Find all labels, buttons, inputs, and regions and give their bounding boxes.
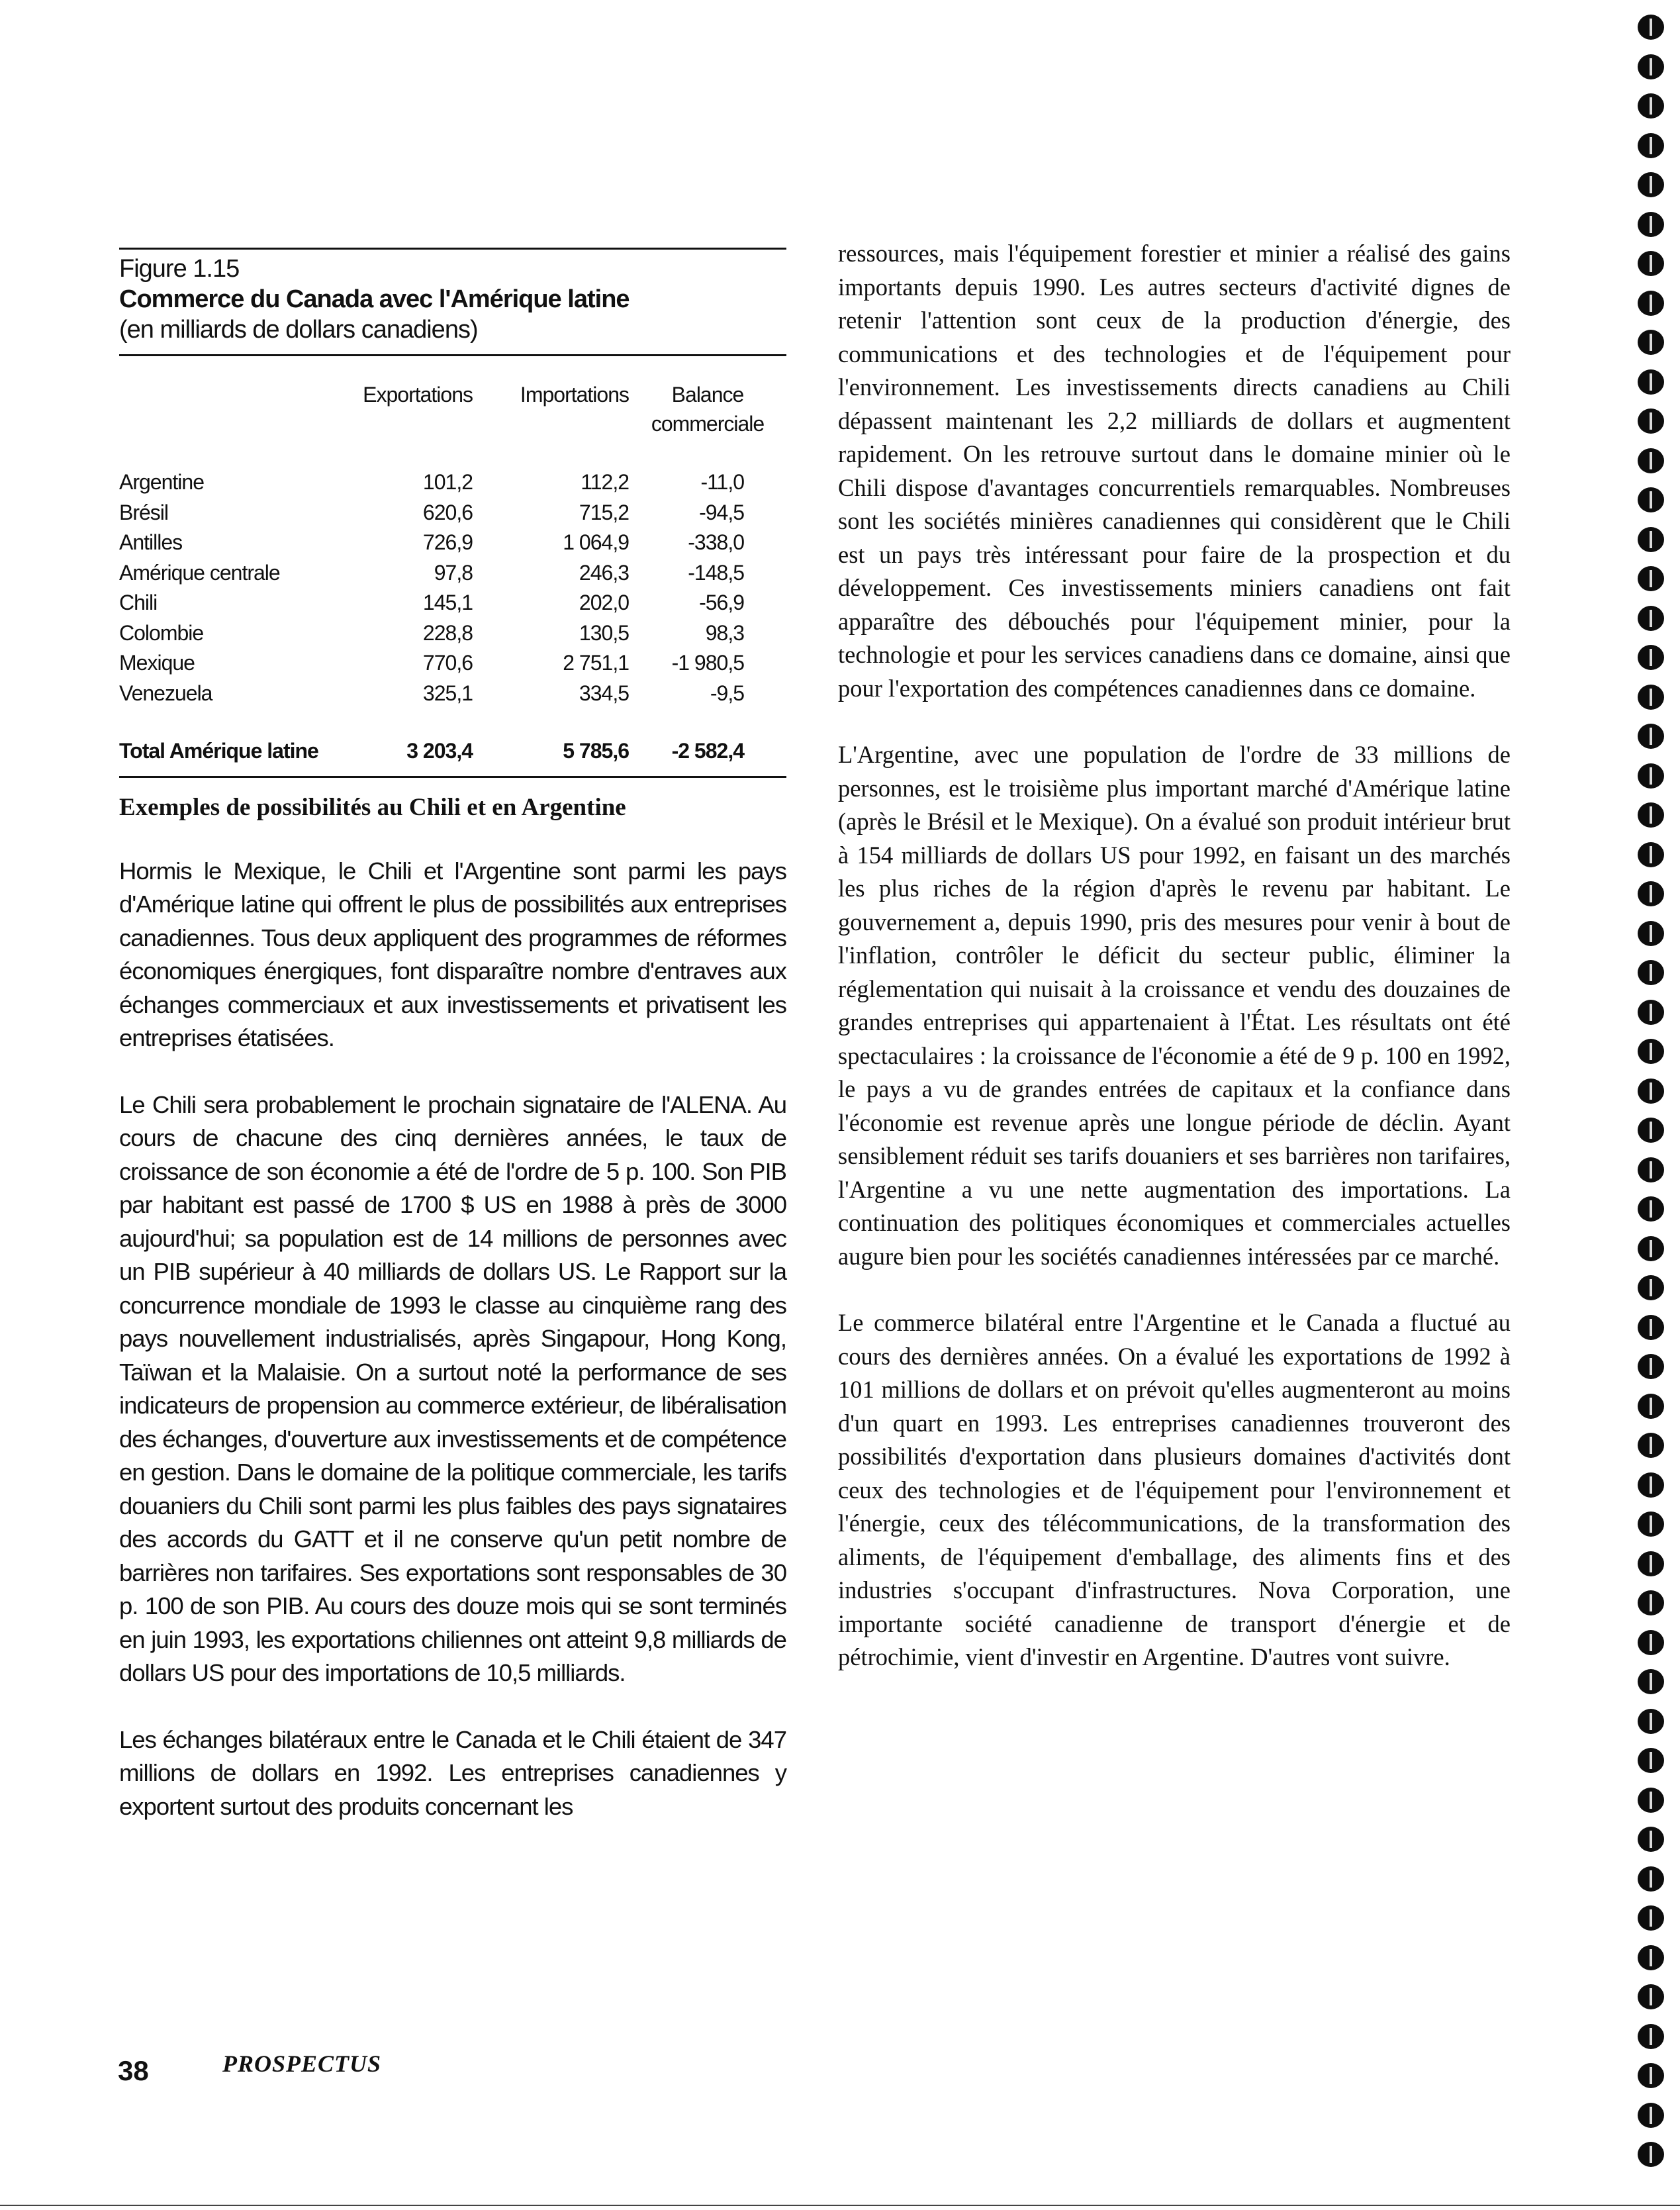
balance-cell: -9,5 bbox=[710, 681, 744, 705]
paragraph: Hormis le Mexique, le Chili et l'Argentine sont parmi les pays d'Amérique latine qui offrent le plus de possibilités aux entreprises canadiennes. Tous deux appliquent des programmes de réformes économiques énergiques, font disparaître nombre d'entraves aux échanges commerciaux et aux investissements et privatisent les entreprises étatisées. bbox=[119, 857, 786, 1051]
exports-cell: 101,2 bbox=[422, 470, 473, 494]
balance-cell: -11,0 bbox=[700, 470, 744, 494]
paragraph: Les échanges bilatéraux entre le Canada et le Chili étaient de 347 millions de dollars en 1992. Les entreprises canadiennes y exportent surtout des produits concernant les bbox=[119, 1725, 786, 1820]
col-header-balance: Balance commerciale bbox=[651, 383, 765, 436]
table-total-row bbox=[119, 708, 786, 776]
binding-hole bbox=[1638, 133, 1664, 158]
binding-hole bbox=[1638, 448, 1664, 473]
binding-hole bbox=[1638, 1945, 1664, 1970]
imports-cell: 715,2 bbox=[579, 500, 629, 524]
figure-block bbox=[119, 248, 786, 1823]
binding-hole bbox=[1638, 763, 1664, 789]
total-label: Total Amérique latine bbox=[119, 739, 318, 763]
page-number: 38 bbox=[118, 2055, 149, 2086]
binding-hole bbox=[1638, 1315, 1664, 1340]
binding-hole bbox=[1638, 606, 1664, 631]
country-cell: Mexique bbox=[119, 651, 195, 675]
exports-cell: 228,8 bbox=[422, 620, 473, 645]
figure-subtitle: (en milliards de dollars canadiens) bbox=[119, 316, 478, 344]
exports-cell: 726,9 bbox=[422, 530, 473, 554]
col-header-imports: Importations bbox=[520, 383, 629, 407]
binding-hole bbox=[1638, 724, 1664, 749]
imports-cell: 202,0 bbox=[579, 591, 629, 614]
binding-hole bbox=[1638, 93, 1664, 119]
imports-cell: 1 064,9 bbox=[563, 530, 629, 554]
table-body bbox=[119, 467, 786, 708]
total-imports: 5 785,6 bbox=[563, 739, 629, 763]
binding-hole bbox=[1638, 1512, 1664, 1537]
binding-hole bbox=[1638, 487, 1664, 512]
binding-hole bbox=[1638, 566, 1664, 591]
binding-hole bbox=[1638, 1433, 1664, 1458]
paragraph: L'Argentine, avec une population de l'ordre de 33 millions de personnes, est le troisième plus important marché d'Amérique latine (après le Brésil et le Mexique). On a évalué son produit intérieur brut à 154 milliards de dollars US pour 1992, en faisant un des marchés les plus riches de la région d'après le revenu par habitant. Le gouvernement a, depuis 1990, pris des mesures pour venir à bout de l'inflation, contrôler le déficit du secteur public, éliminer la réglementation qui nuisait à la croissance et vendu des douzaines de grandes entreprises qui appartenaient à l'État. Les résultats ont été spectaculaires : la croissance de l'économie a été de 9 p. 100 en 1992, le pays a vu de grandes entrées de capitaux et la confiance dans l'économie est revenue après une longue période de déclin. Ayant sensiblement réduit ses tarifs douaniers et ses barrières non tarifaires, l'Argentine a vu une nette augmentation des importations. La continuation des politiques économiques et commerciales actuelles augure bien pour les sociétés canadiennes intéressées par ce marché. bbox=[838, 741, 1511, 1270]
prospectus-logo: PROSPECTUS bbox=[222, 2050, 382, 2077]
binding-hole bbox=[1638, 960, 1664, 985]
binding-hole bbox=[1638, 369, 1664, 395]
binding-hole bbox=[1638, 802, 1664, 828]
exports-cell: 325,1 bbox=[422, 681, 473, 705]
table-row bbox=[119, 528, 786, 558]
col-header-exports: Exportations bbox=[363, 383, 473, 407]
binding-hole bbox=[1638, 330, 1664, 355]
figure-bottom-rule bbox=[119, 776, 786, 778]
binding-hole bbox=[1638, 1827, 1664, 1852]
country-cell: Chili bbox=[119, 591, 158, 614]
binding-hole bbox=[1638, 408, 1664, 434]
imports-cell: 2 751,1 bbox=[563, 651, 629, 675]
binding-hole bbox=[1638, 2103, 1664, 2128]
country-cell: Venezuela bbox=[119, 681, 212, 705]
exports-cell: 770,6 bbox=[422, 651, 473, 675]
binding-hole bbox=[1638, 645, 1664, 670]
figure-title: Commerce du Canada avec l'Amérique latine bbox=[119, 285, 630, 313]
country-cell: Amérique centrale bbox=[119, 560, 280, 585]
binding-holes bbox=[1638, 15, 1667, 2182]
left-column-text bbox=[119, 855, 786, 1824]
total-exports: 3 203,4 bbox=[406, 739, 473, 763]
binding-hole bbox=[1638, 251, 1664, 276]
paragraph: Le commerce bilatéral entre l'Argentine et le Canada a fluctué au cours des dernières années. On a évalué les exportations de 1992 à 101 millions de dollars et on prévoit qu'elles augmenteront au moins d'un quart en 1993. Les entreprises canadiennes trouveront des possibilités d'exportation dans plusieurs domaines d'activités dont ceux des technologies et de l'équipement pour l'environnement et l'énergie, ceux des télécommunications, de la transformation des aliments, de l'équipement d'emballage, des aliments fins et des industries s'occupant d'infrastructures. Nova Corporation, une importante société canadienne de transport d'énergie et de pétrochimie, vient d'investir en Argentine. D'autres vont suivre. bbox=[838, 1309, 1511, 1670]
country-cell: Brésil bbox=[119, 500, 169, 524]
binding-hole bbox=[1638, 1709, 1664, 1734]
binding-hole bbox=[1638, 1748, 1664, 1773]
table-header-row bbox=[119, 356, 786, 467]
binding-hole bbox=[1638, 1079, 1664, 1104]
exports-cell: 620,6 bbox=[422, 500, 473, 524]
imports-cell: 130,5 bbox=[579, 620, 629, 645]
binding-hole bbox=[1638, 2063, 1664, 2088]
binding-hole bbox=[1638, 1000, 1664, 1025]
table-row bbox=[119, 618, 786, 649]
binding-hole bbox=[1638, 1196, 1664, 1222]
trade-table bbox=[119, 356, 786, 776]
table-row bbox=[119, 679, 786, 709]
balance-cell: -1 980,5 bbox=[671, 651, 744, 675]
bottom-edge-line bbox=[0, 2205, 1680, 2206]
binding-hole bbox=[1638, 842, 1664, 867]
binding-hole bbox=[1638, 2024, 1664, 2049]
figure-top-rule bbox=[119, 248, 786, 250]
total-balance: -2 582,4 bbox=[671, 739, 744, 763]
binding-hole bbox=[1638, 921, 1664, 946]
binding-hole bbox=[1638, 1157, 1664, 1182]
binding-hole bbox=[1638, 1669, 1664, 1694]
binding-hole bbox=[1638, 1551, 1664, 1576]
section-heading: Exemples de possibilités au Chili et en Argentine bbox=[119, 793, 626, 821]
binding-hole bbox=[1638, 172, 1664, 197]
binding-hole bbox=[1638, 54, 1664, 79]
binding-hole bbox=[1638, 881, 1664, 906]
binding-hole bbox=[1638, 1630, 1664, 1655]
table-row bbox=[119, 467, 786, 498]
table-row bbox=[119, 558, 786, 589]
binding-hole bbox=[1638, 1394, 1664, 1419]
binding-hole bbox=[1638, 1039, 1664, 1064]
imports-cell: 112,2 bbox=[581, 470, 629, 494]
imports-cell: 246,3 bbox=[579, 560, 629, 585]
table-row bbox=[119, 498, 786, 528]
country-cell: Antilles bbox=[119, 530, 183, 554]
paragraph: ressources, mais l'équipement forestier et minier a réalisé des gains importants depuis 1990. Les autres secteurs d'activité dignes de retenir l'attention sont ceux de la production d'énergie, des communications et des technologies et de l'équipement pour l'environnement. Les investissements directs canadiens au Chili dépassent maintenant les 2,2 milliards de dollars et augmentent rapidement. On les retrouve surtout dans le domaine minier où le Chili dispose d'avantages concurrentiels remarquables. Nombreuses sont les sociétés minières canadiennes qui considèrent que le Chili est un pays très intéressant pour faire de la prospection et du développement. Ces investissements miniers canadiens ont fait apparaître des débouchés pour l'équipement minier, pour la technologie et pour les services canadiens dans ce domaine, ainsi que pour l'exportation des compétences canadiennes dans ce domaine. bbox=[838, 240, 1511, 702]
right-column-text bbox=[838, 237, 1511, 1674]
binding-hole bbox=[1638, 1788, 1664, 1813]
binding-hole bbox=[1638, 291, 1664, 316]
table-row bbox=[119, 648, 786, 679]
binding-hole bbox=[1638, 1275, 1664, 1300]
binding-hole bbox=[1638, 1866, 1664, 1892]
balance-cell: -94,5 bbox=[699, 500, 744, 524]
binding-hole bbox=[1638, 1590, 1664, 1615]
country-cell: Colombie bbox=[119, 620, 204, 645]
binding-hole bbox=[1638, 15, 1664, 40]
country-cell: Argentine bbox=[119, 470, 204, 494]
binding-hole bbox=[1638, 1905, 1664, 1931]
exports-cell: 145,1 bbox=[422, 591, 473, 614]
balance-cell: -56,9 bbox=[699, 591, 744, 614]
binding-hole bbox=[1638, 1236, 1664, 1261]
binding-hole bbox=[1638, 527, 1664, 552]
exports-cell: 97,8 bbox=[434, 560, 473, 585]
table-row bbox=[119, 588, 786, 618]
paragraph: Le Chili sera probablement le prochain signataire de l'ALENA. Au cours de chacune des cinq dernières années, le taux de croissance de son économie a été de l'ordre de 5 p. 100. Son PIB par habitant est passé de 1700 $ US en 1988 à près de 3000 aujourd'hui; sa population est de 14 millions de personnes avec un PIB supérieur à 40 milliards de dollars US. Le Rapport sur la concurrence mondiale de 1993 le classe au cinquième rang des pays nouvellement industrialisés, après Singapour, Hong Kong, Taïwan et la Malaisie. On a surtout noté la performance de ses indicateurs de propension au commerce extérieur, de libéralisation des échanges, d'ouverture aux investissements et de compétence en gestion. Dans le domaine de la politique commerciale, les tarifs douaniers du Chili sont parmi les plus faibles des pays signataires des accords du GATT et il ne conserve qu'un petit nombre de barrières non tarifaires. Ses exportations sont responsables de 30 p. 100 de son PIB. Au cours des douze mois qui se sont terminés en juin 1993, les exportations chiliennes ont atteint 9,8 milliards de dollars US pour des importations de 10,5 milliards. bbox=[119, 1090, 786, 1686]
balance-cell: -338,0 bbox=[688, 530, 744, 554]
binding-hole bbox=[1638, 1984, 1664, 2009]
figure-label: Figure 1.15 bbox=[119, 255, 240, 283]
balance-cell: 98,3 bbox=[705, 620, 744, 645]
imports-cell: 334,5 bbox=[579, 681, 629, 705]
binding-hole bbox=[1638, 1354, 1664, 1379]
binding-hole bbox=[1638, 212, 1664, 237]
binding-hole bbox=[1638, 1118, 1664, 1143]
balance-cell: -148,5 bbox=[688, 560, 744, 585]
binding-hole bbox=[1638, 2142, 1664, 2167]
binding-hole bbox=[1638, 1472, 1664, 1498]
binding-hole bbox=[1638, 685, 1664, 710]
